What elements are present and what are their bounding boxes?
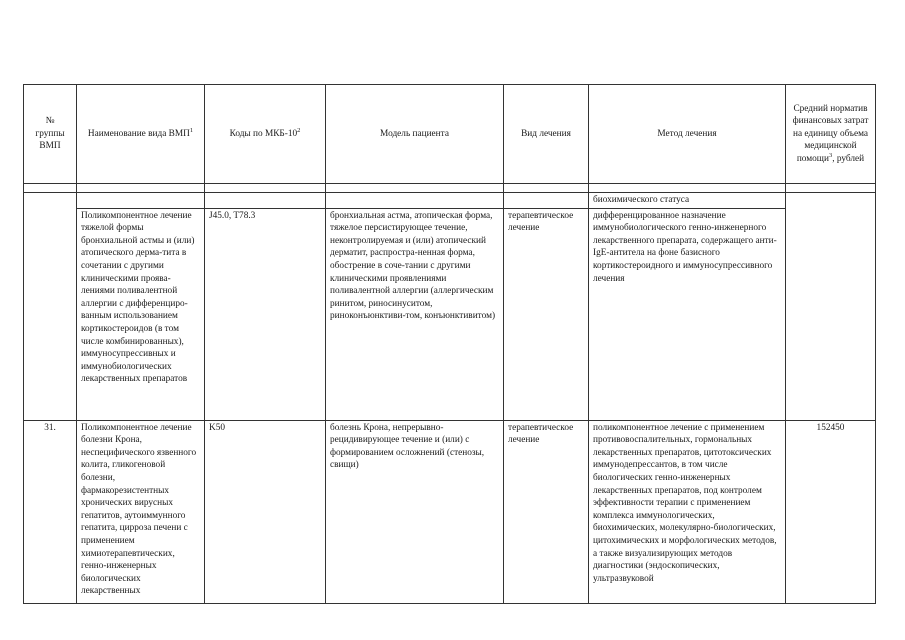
vmp-name-cell: Поликомпонентное лечение болезни Крона, неспецифического язвенного колита, гликогеновой болезни, фармакорезистентных хронических вирусных гепатитов, аутоиммунного гепатита, цирроза печени с применением химиотерапевтических, генно-инженерных биологических лекарственных	[77, 420, 205, 603]
vmp-table	[23, 84, 876, 604]
header-treatment-method: Метод лечения	[589, 85, 786, 184]
icd-codes-cell: K50	[205, 420, 326, 603]
continuation-method-cell: биохимического статуса	[589, 193, 786, 209]
treatment-method-cell: дифференцированное назначение иммунобиологического генно-инженерного лекарственного препарата, содержащего анти-IgE-антитела на фоне базисного кортикостероидного и иммуносупрессивного лечения	[589, 208, 786, 420]
patient-model-cell: болезнь Крона, непрерывно-рецидивирующее течение и (или) с формированием осложнений (стенозы, свищи)	[326, 420, 504, 603]
vmp-name-cell: Поликомпонентное лечение тяжелой формы бронхиальной астмы и (или) атопического дерма-тита в сочетании с другими клиническими проява-лениями поливалентной аллергии с дифференциро-ванным использованием кортикостероидов (в том числе комбинированных), иммуносупрессивных и иммунобиологических лекарственных препаратов	[77, 208, 205, 420]
column-number-row	[24, 184, 876, 193]
header-avg-cost: Средний норматив финансовых затрат на единицу объема медицинской помощи$^3$, рублей	[786, 85, 876, 184]
header-group-label: группы	[35, 128, 65, 139]
header-group-number	[24, 85, 77, 184]
table-row	[24, 208, 876, 420]
icd-codes-cell: J45.0, T78.3	[205, 208, 326, 420]
header-treatment-type: Вид лечения	[504, 85, 589, 184]
row-number-cell: 31.	[24, 420, 77, 603]
header-patient-model: Модель пациента	[326, 85, 504, 184]
treatment-type-cell: терапевтическое лечение	[504, 208, 589, 420]
table-row-continuation	[24, 193, 876, 209]
header-row	[24, 85, 876, 184]
header-vmp-name: Наименование вида ВМП$^1$	[77, 85, 205, 184]
treatment-type-cell: терапевтическое лечение	[504, 420, 589, 603]
row-number-cell	[24, 208, 77, 420]
header-icd-codes: Коды по МКБ-$10^2$	[205, 85, 326, 184]
treatment-method-cell: поликомпонентное лечение с применением противовоспалительных, гормональных лекарственных препаратов, цитотоксических иммунодепрессантов, в том числе биологических генно-инженерных лекарственных препаратов, под контролем эффективности терапии с применением комплекса иммунологических, биохимических, молекулярно-биологических, цитохимических и морфологических методов, а также визуализирующих методов диагностики (эндоскопических, ультразвуковой	[589, 420, 786, 603]
header-number-sign: №	[45, 116, 55, 127]
avg-cost-cell: 152450	[786, 420, 876, 603]
header-vmp-label: ВМП	[39, 141, 61, 152]
table-row	[24, 420, 876, 603]
patient-model-cell: бронхиальная астма, атопическая форма, тяжелое персистирующее течение, неконтролируемая и (или) атопический дерматит, распростра-ненная форма, обострение в соче-тании с другими клиническими проявлениями поливалентной аллергии (аллергическим ринитом, риносинуситом, риноконъюнктиви-том, конъюнктивитом)	[326, 208, 504, 420]
